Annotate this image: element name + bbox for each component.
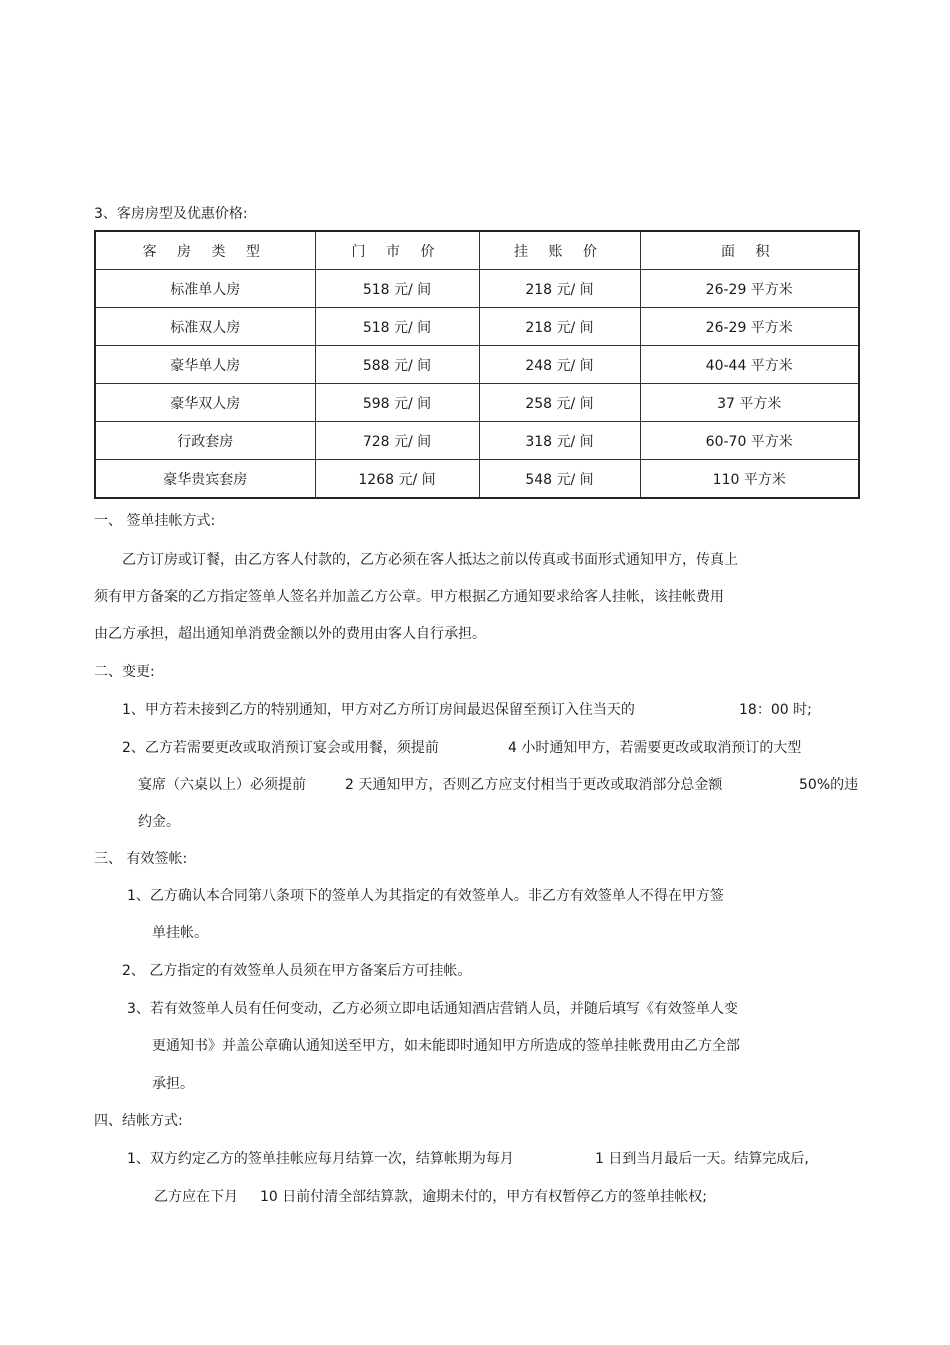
table-row xyxy=(95,422,859,460)
section-2-title: 二、变更: xyxy=(94,664,155,680)
header-account-rate: 挂 账 价 xyxy=(479,231,640,270)
list-item-text: 50%的违 xyxy=(799,777,859,793)
table-header-row xyxy=(95,231,859,270)
paragraph-line: 须有甲方备案的乙方指定签单人签名并加盖乙方公章。甲方根据乙方通知要求给客人挂帐，该挂帐费用 xyxy=(94,589,724,605)
area-cell: 40-44 平方米 xyxy=(640,346,859,384)
area-cell: 26-29 平方米 xyxy=(640,270,859,308)
table-row xyxy=(95,270,859,308)
area-cell: 26-29 平方米 xyxy=(640,308,859,346)
room-type-cell: 豪华单人房 xyxy=(95,346,315,384)
list-item-text: 2、乙方若需要更改或取消预订宴会或用餐，须提前 xyxy=(122,740,439,756)
room-price-table xyxy=(94,230,860,499)
room-type-cell: 豪华双人房 xyxy=(95,384,315,422)
paragraph-line: 由乙方承担，超出通知单消费金额以外的费用由客人自行承担。 xyxy=(94,626,486,642)
list-item-text: 单挂帐。 xyxy=(152,925,208,941)
list-item-text: 2 天通知甲方，否则乙方应支付相当于更改或取消部分总金额 xyxy=(345,777,723,793)
rack-rate-cell: 1268 元/ 间 xyxy=(315,460,479,499)
section-4-title: 四、结帐方式: xyxy=(94,1113,183,1129)
header-area: 面 积 xyxy=(640,231,859,270)
account-rate-cell: 248 元/ 间 xyxy=(479,346,640,384)
room-type-cell: 标准单人房 xyxy=(95,270,315,308)
list-item-text: 1、乙方确认本合同第八条项下的签单人为其指定的有效签单人。非乙方有效签单人不得在甲方签 xyxy=(127,888,724,904)
list-item-text: 乙方应在下月 xyxy=(154,1189,238,1205)
list-item-text: 1、双方约定乙方的签单挂帐应每月结算一次，结算帐期为每月 xyxy=(127,1151,514,1167)
list-item-text: 约金。 xyxy=(138,814,180,830)
list-item-text: 1、甲方若未接到乙方的特别通知，甲方对乙方所订房间最迟保留至预订入住当天的 xyxy=(122,702,635,718)
account-rate-cell: 548 元/ 间 xyxy=(479,460,640,499)
area-cell: 37 平方米 xyxy=(640,384,859,422)
account-rate-cell: 318 元/ 间 xyxy=(479,422,640,460)
rack-rate-cell: 518 元/ 间 xyxy=(315,270,479,308)
list-item-text: 承担。 xyxy=(152,1076,194,1092)
rack-rate-cell: 728 元/ 间 xyxy=(315,422,479,460)
rack-rate-cell: 518 元/ 间 xyxy=(315,308,479,346)
list-item-text: 更通知书》并盖公章确认通知送至甲方，如未能即时通知甲方所造成的签单挂帐费用由乙方全部 xyxy=(152,1038,740,1054)
section-1-title: 一、 签单挂帐方式: xyxy=(94,513,216,529)
section-title: 3、客房房型及优惠价格: xyxy=(94,206,248,222)
room-type-cell: 标准双人房 xyxy=(95,308,315,346)
list-item-text: 4 小时通知甲方，若需要更改或取消预订的大型 xyxy=(508,740,802,756)
list-item-text: 2、 乙方指定的有效签单人员须在甲方备案后方可挂帐。 xyxy=(122,963,472,979)
list-item-text: 1 日到当月最后一天。结算完成后, xyxy=(595,1151,809,1167)
room-type-cell: 行政套房 xyxy=(95,422,315,460)
area-cell: 110 平方米 xyxy=(640,460,859,499)
list-item-text: 宴席（六桌以上）必须提前 xyxy=(138,777,306,793)
list-item-text: 10 日前付清全部结算款，逾期未付的，甲方有权暂停乙方的签单挂帐权; xyxy=(260,1189,707,1205)
area-cell: 60-70 平方米 xyxy=(640,422,859,460)
table-row xyxy=(95,460,859,499)
header-room-type: 客 房 类 型 xyxy=(95,231,315,270)
table-row xyxy=(95,384,859,422)
paragraph-line: 乙方订房或订餐，由乙方客人付款的，乙方必须在客人抵达之前以传真或书面形式通知甲方，传真上 xyxy=(122,552,738,568)
list-item-text: 3、若有效签单人员有任何变动，乙方必须立即电话通知酒店营销人员，并随后填写《有效签单人变 xyxy=(127,1001,738,1017)
rack-rate-cell: 598 元/ 间 xyxy=(315,384,479,422)
rack-rate-cell: 588 元/ 间 xyxy=(315,346,479,384)
room-type-cell: 豪华贵宾套房 xyxy=(95,460,315,499)
table-row xyxy=(95,308,859,346)
account-rate-cell: 258 元/ 间 xyxy=(479,384,640,422)
list-item-text: 18：00 时; xyxy=(739,702,812,718)
table-row xyxy=(95,346,859,384)
section-3-title: 三、 有效签帐: xyxy=(94,851,188,867)
account-rate-cell: 218 元/ 间 xyxy=(479,270,640,308)
account-rate-cell: 218 元/ 间 xyxy=(479,308,640,346)
header-rack-rate: 门 市 价 xyxy=(315,231,479,270)
